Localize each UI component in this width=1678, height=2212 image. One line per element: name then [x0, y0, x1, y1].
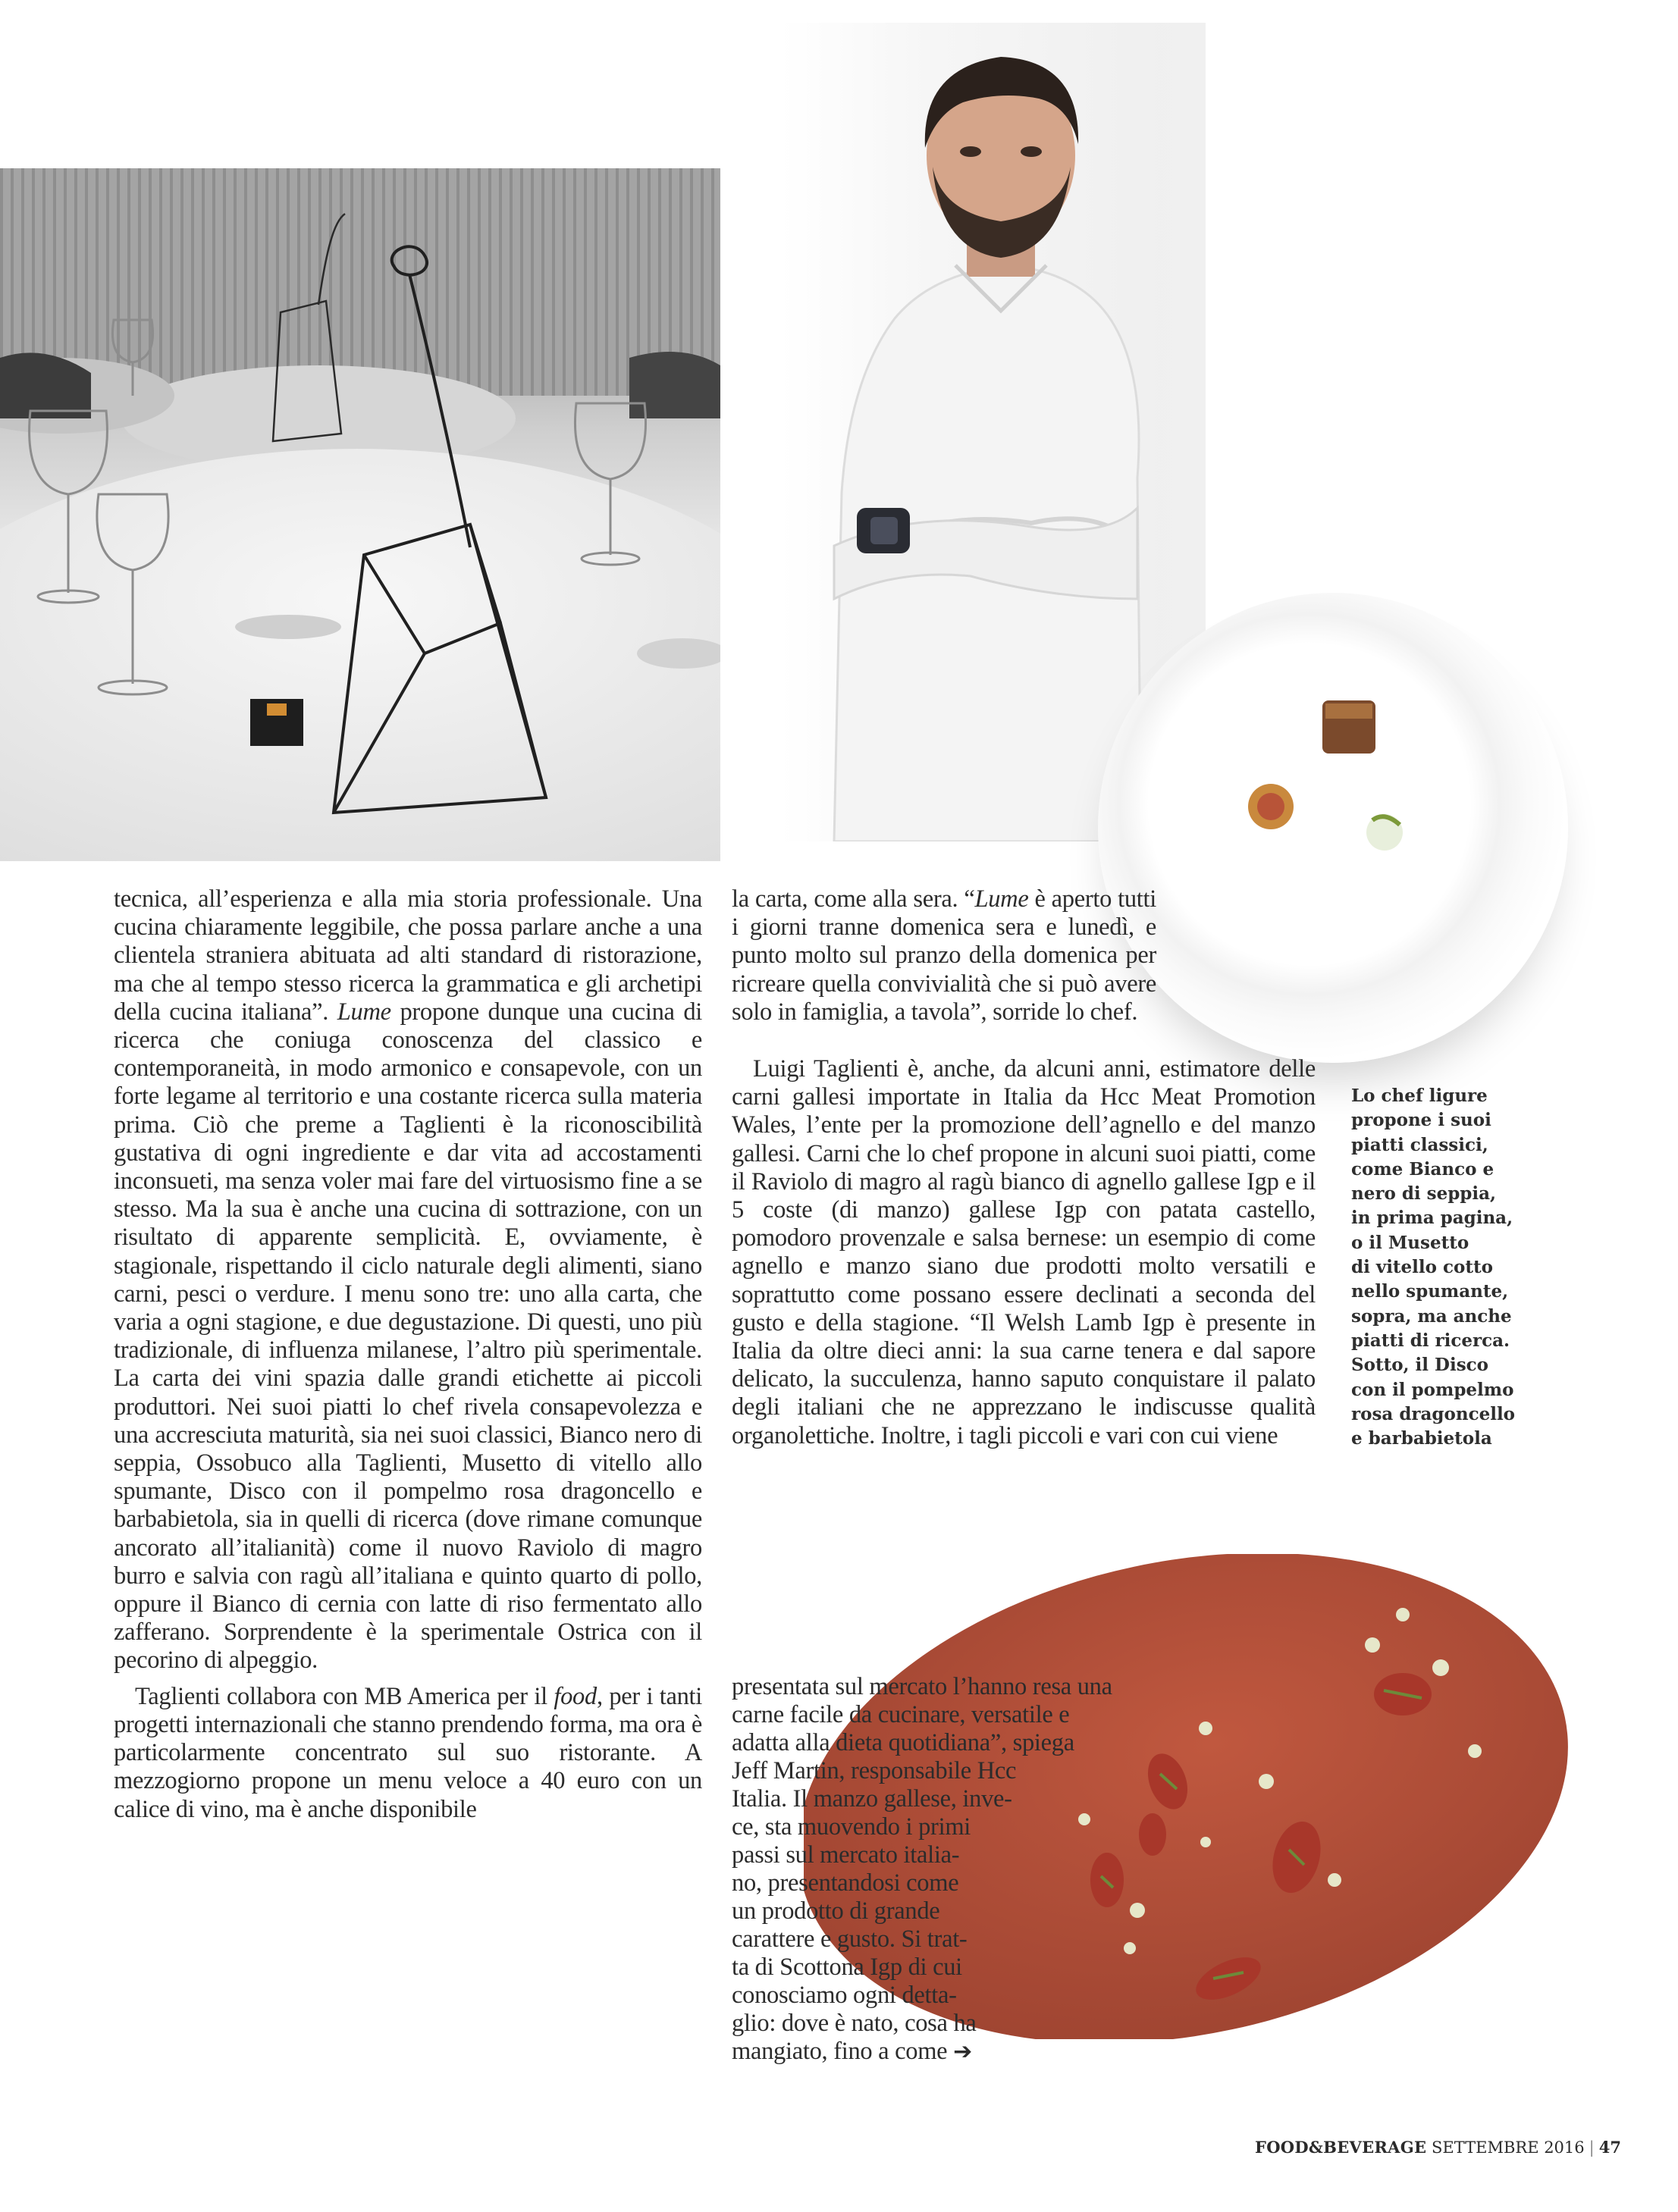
- footer-separator: |: [1589, 2138, 1595, 2157]
- caption-line: in prima pagina,: [1351, 1208, 1513, 1229]
- text-run: mangiato, fino a come: [732, 2038, 948, 2065]
- article-paragraph: [114, 885, 702, 1675]
- issue-date: SETTEMBRE 2016: [1432, 2138, 1585, 2157]
- article-line: ta di Scottona Igp di cui: [732, 1954, 962, 1981]
- article-left-column: [114, 885, 702, 1824]
- caption-line: piatti classici,: [1351, 1134, 1488, 1155]
- article-line: adatta alla dieta quotidiana”, spiega: [732, 1729, 1074, 1756]
- article-line: no, presentandosi come: [732, 1869, 959, 1897]
- article-paragraph: [732, 885, 1156, 1026]
- restaurant-name: Lume: [337, 998, 391, 1026]
- article-right-middle: [732, 1055, 1316, 1450]
- photo-caption: [1351, 1084, 1526, 1451]
- article-paragraph: [114, 1683, 702, 1824]
- restaurant-table-photo: [0, 168, 720, 861]
- article-line: presentata sul mercato l’hanno resa una: [732, 1673, 1112, 1700]
- text-run: , per i tanti progetti internazionali che stanno prendendo forma, ma ora è particolarmente concentrato sul suo ristorante. A mezzogiorno propone un menu veloce a 40 euro con un calice di vino, ma è anche disponibile: [114, 1682, 702, 1823]
- caption-line: e barbabietola: [1351, 1428, 1492, 1449]
- article-paragraph: Luigi Taglienti è, anche, da alcuni anni, estimatore delle carni gallesi importate in Italia da Hcc Meat Promotion Wales, l’ente per la promozione dell’agnello e del manzo gallesi. Carni che lo chef propone in alcuni suoi piatti, come il Raviolo di magro al ragù bianco di agnello gallese Igp e il 5 coste (di manzo) gallese Igp con patata castello, pomodoro provenzale e salsa bernese: un esempio di come agnello e manzo siano due prodotti molto versatili e soprattutto come possano essere declinati a seconda del gusto e della stagione. “Il Welsh Lamb Igp è presente in Italia da oltre dieci anni: la sua carne tenera e dal sapore delicato, la succulenza, hanno saputo conquistare il palato degli italiani che ne apprezzano le indiscusse qualità organolettiche. Inoltre, i tagli piccoli e vari con cui viene: [732, 1055, 1316, 1449]
- italic-word: food: [554, 1682, 597, 1710]
- text-run: è aperto tutti i giorni tranne domenica sera e lunedì, e punto molto sul pranzo della domenica per ricreare quella convivialità che si può avere solo in famiglia, a tavola”, sorride lo chef.: [732, 885, 1156, 1026]
- article-line: conosciamo ogni detta-: [732, 1982, 957, 2009]
- dish-illustration: [1098, 593, 1568, 1063]
- caption-line: con il pompelmo: [1351, 1379, 1514, 1400]
- page-number: 47: [1598, 2138, 1621, 2157]
- caption-line: propone i suoi: [1351, 1110, 1491, 1131]
- caption-line: nero di seppia,: [1351, 1183, 1497, 1205]
- caption-line: rosa dragoncello: [1351, 1403, 1516, 1424]
- caption-line: come Bianco e: [1351, 1158, 1495, 1180]
- text-run: Taglienti collabora con MB America per il: [135, 1682, 554, 1710]
- page-footer: [1255, 2138, 1619, 2157]
- article-line: un prodotto di grande: [732, 1897, 940, 1925]
- text-run: la carta, come alla sera. “: [732, 885, 975, 913]
- caption-line: Lo chef ligure: [1351, 1086, 1488, 1106]
- magazine-name: FOOD&BEVERAGE: [1255, 2138, 1427, 2157]
- restaurant-table-illustration: [0, 168, 720, 861]
- continue-arrow-icon: ➔: [953, 2038, 972, 2065]
- article-line: carne facile da cucinare, versatile e: [732, 1701, 1070, 1728]
- text-run: propone dunque una cucina di ricerca che coniuga conoscenza del classico e contemporaneità, in modo armonico e consapevole, con un forte legame al territorio e una costante ricerca sulla materia prima. Ciò che preme a Taglienti è la riconoscibilità gustativa di ogni ingrediente e dar vita ad accostamenti inconsueti, ma senza voler mai fare del virtuosismo fine a se stesso. Ma la sua è anche una cucina di sottrazione, con un risultato di apparente semplicità. E, ovviamente, è stagionale, rispettando il ciclo naturale degli alimenti, siano carni, pesci o verdure. I menu sono tre: uno alla carta, che varia a ogni stagione, e due degustazione. Di questi, uno più tradizionale, di influenza milanese, l’altro più sperimentale. La carta dei vini spazia dalle grandi etichette ai piccoli produttori. Nei suoi piatti lo chef rivela consapevolezza e una accresciuta maturità, sia nei suoi classici, Bianco nero di seppia, Ossobuco alla Taglienti, Musetto di vitello allo spumante, Disco con il pompelmo rosa dragoncello e barbabietola, sia in quelli di ricerca (dove rimane comunque ancorato all’italianità) come il nuovo Raviolo di magro burro e salvia con ragù all’italiana e quinto quarto di pollo, oppure il Bianco di cernia con latte di riso fermentato allo zafferano. Sorprendente è la sperimentale Ostrica con il pecorino di alpeggio.: [114, 998, 702, 1675]
- restaurant-name: Lume: [974, 885, 1029, 913]
- caption-line: piatti di ricerca.: [1351, 1330, 1510, 1351]
- caption-line: nello spumante,: [1351, 1281, 1509, 1302]
- article-line: Jeff Martin, responsabile Hcc: [732, 1757, 1017, 1784]
- article-line: carattere e gusto. Si trat-: [732, 1925, 968, 1953]
- article-right-top: [732, 885, 1156, 1026]
- article-line-last: [732, 2038, 972, 2066]
- caption-line: Sotto, il Disco: [1351, 1355, 1489, 1376]
- caption-line: sopra, ma anche: [1351, 1305, 1512, 1327]
- article-line: glio: dove è nato, cosa ha: [732, 2010, 977, 2037]
- caption-line: o il Musetto: [1351, 1232, 1469, 1253]
- article-line: passi sul mercato italia-: [732, 1841, 960, 1869]
- caption-line: di vitello cotto: [1351, 1257, 1493, 1278]
- article-line: ce, sta muovendo i primi: [732, 1813, 971, 1841]
- text-run: tecnica, all’esperienza e alla mia storia professionale. Una cucina chiaramente leggibile, che possa parlare anche a una clientela straniera abituata ad alti standard di ristorazione, ma che al tempo stesso ricerca la grammatica e gli archetipi della cucina italiana”.: [114, 885, 702, 1026]
- musetto-plate-photo: [1098, 593, 1568, 1063]
- article-line: Italia. Il manzo gallese, inve-: [732, 1785, 1012, 1813]
